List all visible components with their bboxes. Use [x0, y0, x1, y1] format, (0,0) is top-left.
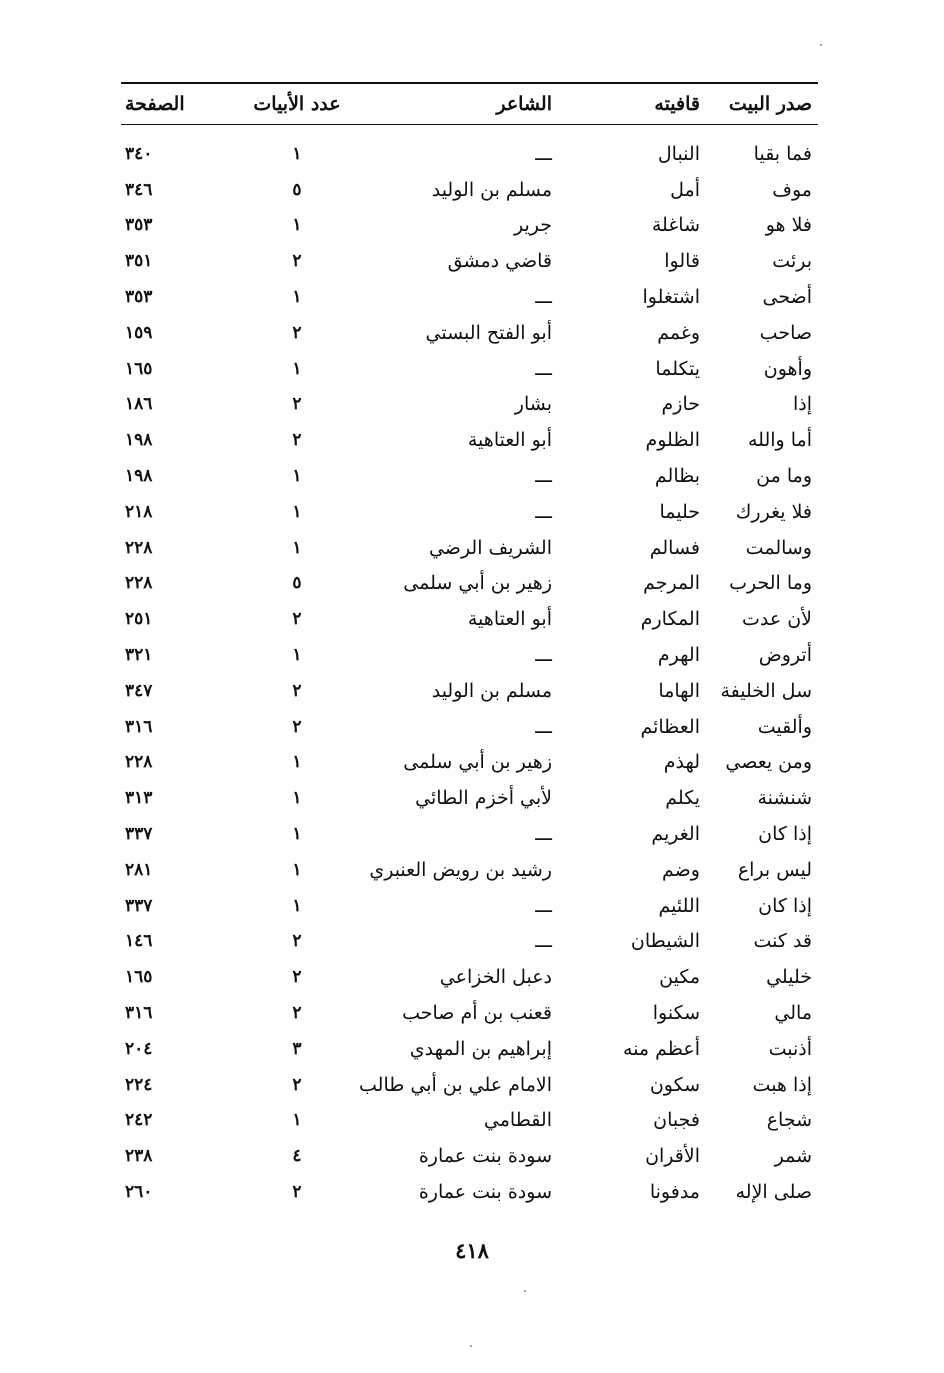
cell-verse-count: ١	[292, 895, 302, 916]
cell-poet: ـــ	[535, 644, 552, 667]
cell-rhyme: النبال	[657, 142, 700, 165]
cell-page: ٣٥٣	[125, 215, 153, 236]
cell-page: ٣١٦	[125, 716, 153, 737]
cell-verse-start: قد كنت	[753, 930, 812, 953]
table-row	[121, 816, 818, 852]
cell-poet: ـــ	[535, 142, 552, 165]
cell-verse-count: ٢	[292, 967, 302, 988]
cell-poet: أبو العتاهية	[467, 429, 552, 452]
cell-verse-count: ١	[292, 358, 302, 379]
cell-poet: ـــ	[535, 465, 552, 488]
cell-verse-start: فلا يغررك	[735, 500, 812, 523]
cell-poet: مسلم بن الوليد	[431, 679, 552, 702]
header-verse-count: عدد الأبيات	[253, 93, 341, 115]
table-row	[121, 136, 818, 172]
cell-poet: زهير بن أبي سلمى	[403, 572, 552, 595]
cell-verse-count: ١	[292, 501, 302, 522]
cell-poet: سودة بنت عمارة	[418, 1145, 552, 1168]
cell-verse-start: إذا	[792, 393, 812, 416]
table-row	[121, 279, 818, 315]
cell-page: ١٨٦	[125, 394, 153, 415]
scan-speck	[524, 1290, 526, 1292]
table-row	[121, 566, 818, 602]
cell-verse-count: ٣	[292, 1038, 302, 1059]
table-top-rule	[121, 82, 818, 84]
cell-poet: ـــ	[535, 715, 552, 738]
cell-rhyme: بظالم	[654, 465, 700, 488]
cell-verse-start: وأهون	[763, 357, 812, 380]
cell-rhyme: قالوا	[664, 250, 700, 273]
table-header-rule	[121, 124, 818, 125]
cell-poet: ـــ	[535, 894, 552, 917]
cell-rhyme: فسالم	[649, 536, 700, 559]
cell-poet: رشيد بن رويض العنبري	[369, 858, 552, 881]
cell-verse-count: ١	[292, 215, 302, 236]
table-row	[121, 1103, 818, 1139]
cell-poet: قعنب بن أم صاحب	[402, 1002, 552, 1025]
cell-verse-start: أتروض	[758, 644, 812, 667]
header-rhyme: قافيته	[654, 93, 700, 115]
cell-verse-start: وسالمت	[745, 536, 812, 559]
cell-verse-count: ١	[292, 859, 302, 880]
table-row	[121, 637, 818, 673]
cell-rhyme: أعظم منه	[623, 1037, 700, 1060]
table-row	[121, 387, 818, 423]
cell-rhyme: اشتغلوا	[642, 286, 700, 309]
cell-page: ٢٨١	[125, 859, 153, 880]
cell-poet: ـــ	[535, 500, 552, 523]
table-row	[121, 458, 818, 494]
cell-poet: ـــ	[535, 286, 552, 309]
cell-verse-count: ١	[292, 143, 302, 164]
cell-poet: جرير	[514, 214, 552, 237]
cell-verse-count: ٢	[292, 1182, 302, 1203]
cell-verse-count: ٢	[292, 716, 302, 737]
cell-page: ٢٢٨	[125, 752, 153, 773]
cell-verse-count: ٢	[292, 430, 302, 451]
table-row	[121, 673, 818, 709]
cell-verse-start: شنشنة	[757, 787, 812, 810]
cell-verse-start: وألقيت	[757, 715, 812, 738]
cell-rhyme: شاغلة	[651, 214, 700, 237]
table-row	[121, 780, 818, 816]
cell-rhyme: المكارم	[640, 608, 700, 631]
cell-rhyme: وضم	[662, 858, 700, 881]
cell-page: ٣١٣	[125, 788, 153, 809]
cell-poet: لأبي أخزم الطائي	[415, 787, 552, 810]
cell-rhyme: الشيطان	[630, 930, 700, 953]
cell-rhyme: فجبان	[653, 1109, 700, 1132]
cell-verse-start: أما والله	[747, 429, 812, 452]
cell-verse-count: ٢	[292, 1003, 302, 1024]
cell-verse-count: ٤	[292, 1146, 302, 1167]
cell-verse-start: إذا كان	[758, 894, 812, 917]
cell-verse-count: ١	[292, 1110, 302, 1131]
cell-page: ٣٢١	[125, 645, 153, 666]
table-row	[121, 924, 818, 960]
cell-verse-start: فلا هو	[765, 214, 812, 237]
cell-page: ٢٤٢	[125, 1110, 153, 1131]
cell-poet: أبو العتاهية	[467, 608, 552, 631]
cell-page: ٣٥١	[125, 251, 153, 272]
table-row	[121, 530, 818, 566]
cell-page: ٣٤٦	[125, 179, 153, 200]
cell-verse-count: ٢	[292, 251, 302, 272]
cell-page: ٣١٦	[125, 1003, 153, 1024]
cell-poet: الشريف الرضي	[428, 536, 552, 559]
cell-verse-start: أضحى	[762, 286, 812, 309]
cell-verse-start: خليلي	[766, 966, 812, 989]
table-row	[121, 709, 818, 745]
cell-rhyme: لهذم	[663, 751, 700, 774]
cell-rhyme: حازم	[661, 393, 700, 416]
cell-verse-count: ٢	[292, 1074, 302, 1095]
cell-poet: ـــ	[535, 357, 552, 380]
cell-rhyme: أمل	[670, 178, 700, 201]
cell-verse-start: برئت	[772, 250, 812, 273]
cell-verse-count: ٢	[292, 680, 302, 701]
cell-poet: أبو الفتح البستي	[425, 321, 552, 344]
table-row	[121, 888, 818, 924]
cell-rhyme: حليما	[659, 500, 700, 523]
table-row	[121, 351, 818, 387]
table-row	[121, 315, 818, 351]
cell-rhyme: سكنوا	[652, 1002, 700, 1025]
cell-verse-start: أذنبت	[768, 1037, 812, 1060]
header-poet: الشاعر	[496, 93, 552, 115]
cell-poet: القطامي	[483, 1109, 552, 1132]
cell-rhyme: سكون	[649, 1073, 700, 1096]
cell-poet: سودة بنت عمارة	[418, 1181, 552, 1204]
cell-rhyme: مدفونا	[649, 1181, 700, 1204]
cell-poet: قاضي دمشق	[447, 250, 552, 273]
cell-verse-count: ١	[292, 824, 302, 845]
table-header	[121, 86, 818, 122]
cell-page: ٣٣٧	[125, 895, 153, 916]
cell-verse-start: فما بقيا	[753, 142, 812, 165]
cell-verse-count: ٥	[292, 573, 302, 594]
cell-rhyme: الهرم	[657, 644, 700, 667]
table-row	[121, 494, 818, 530]
cell-verse-count: ٢	[292, 394, 302, 415]
cell-verse-count: ١	[292, 788, 302, 809]
cell-verse-start: موف	[772, 178, 812, 201]
cell-rhyme: المرجم	[643, 572, 700, 595]
cell-rhyme: العظائم	[640, 715, 700, 738]
cell-poet: مسلم بن الوليد	[431, 178, 552, 201]
cell-page: ١٩٨	[125, 430, 153, 451]
cell-page: ١٥٩	[125, 322, 153, 343]
cell-page: ٣٣٧	[125, 824, 153, 845]
cell-poet: دعبل الخزاعي	[439, 966, 552, 989]
cell-page: ٣٤٠	[125, 143, 153, 164]
cell-page: ٢٢٨	[125, 573, 153, 594]
cell-page: ٢٥١	[125, 609, 153, 630]
cell-verse-count: ٥	[292, 179, 302, 200]
cell-rhyme: الأقران	[645, 1145, 700, 1168]
cell-verse-start: سل الخليفة	[720, 679, 812, 702]
cell-poet: زهير بن أبي سلمى	[403, 751, 552, 774]
cell-poet: إبراهيم بن المهدي	[409, 1037, 552, 1060]
cell-rhyme: الهاما	[658, 679, 700, 702]
cell-verse-count: ٢	[292, 322, 302, 343]
cell-page: ٢٦٠	[125, 1182, 153, 1203]
cell-page: ٢٢٨	[125, 537, 153, 558]
cell-verse-start: وما الحرب	[729, 572, 812, 595]
cell-poet: ـــ	[535, 930, 552, 953]
table-row	[121, 1174, 818, 1210]
cell-rhyme: مكين	[659, 966, 700, 989]
cell-page: ١٤٦	[125, 931, 153, 952]
cell-poet: بشار	[514, 393, 552, 416]
table-row	[121, 208, 818, 244]
cell-verse-count: ١	[292, 287, 302, 308]
cell-verse-start: شجاع	[766, 1109, 812, 1132]
cell-verse-count: ١	[292, 466, 302, 487]
cell-page: ٣٥٣	[125, 287, 153, 308]
cell-rhyme: يتكلما	[655, 357, 700, 380]
table-row	[121, 243, 818, 279]
cell-page: ١٦٥	[125, 967, 153, 988]
cell-page: ٢١٨	[125, 501, 153, 522]
table-row	[121, 1138, 818, 1174]
scan-speck	[820, 44, 822, 46]
table-row	[121, 1067, 818, 1103]
cell-page: ٣٤٧	[125, 680, 153, 701]
table-row	[121, 995, 818, 1031]
cell-verse-count: ١	[292, 645, 302, 666]
cell-rhyme: يكلم	[665, 787, 700, 810]
table-row	[121, 172, 818, 208]
cell-page: ٢٠٤	[125, 1038, 153, 1059]
cell-rhyme: وغمم	[657, 321, 700, 344]
cell-poet: الامام علي بن أبي طالب	[359, 1073, 552, 1096]
cell-page: ١٩٨	[125, 466, 153, 487]
cell-verse-start: إذا كان	[758, 823, 812, 846]
cell-verse-count: ١	[292, 537, 302, 558]
cell-verse-count: ٢	[292, 609, 302, 630]
table-row	[121, 959, 818, 995]
cell-page: ٢٣٨	[125, 1146, 153, 1167]
cell-verse-start: مالي	[774, 1002, 812, 1025]
header-page: الصفحة	[125, 93, 185, 115]
cell-rhyme: اللئيم	[658, 894, 700, 917]
cell-verse-start: صلى الإله	[735, 1181, 812, 1204]
cell-verse-start: لأن عدت	[741, 608, 812, 631]
table-row	[121, 1031, 818, 1067]
cell-verse-start: إذا هبت	[752, 1073, 812, 1096]
cell-verse-count: ٢	[292, 931, 302, 952]
cell-verse-start: ليس براع	[737, 858, 812, 881]
cell-page: ٢٢٤	[125, 1074, 153, 1095]
cell-rhyme: الغريم	[651, 823, 700, 846]
cell-verse-start: وما من	[756, 465, 812, 488]
cell-verse-start: صاحب	[759, 321, 812, 344]
cell-verse-count: ١	[292, 752, 302, 773]
cell-verse-start: شمر	[774, 1145, 812, 1168]
cell-page: ١٦٥	[125, 358, 153, 379]
table-row	[121, 852, 818, 888]
cell-verse-start: ومن يعصي	[725, 751, 812, 774]
header-verse-start: صدر البيت	[728, 93, 812, 115]
cell-poet: ـــ	[535, 823, 552, 846]
page-number: ٤١٨	[455, 1238, 489, 1263]
table-row	[121, 422, 818, 458]
table-row	[121, 745, 818, 781]
scan-speck	[470, 1345, 472, 1347]
cell-rhyme: الظلوم	[645, 429, 700, 452]
table-row	[121, 601, 818, 637]
